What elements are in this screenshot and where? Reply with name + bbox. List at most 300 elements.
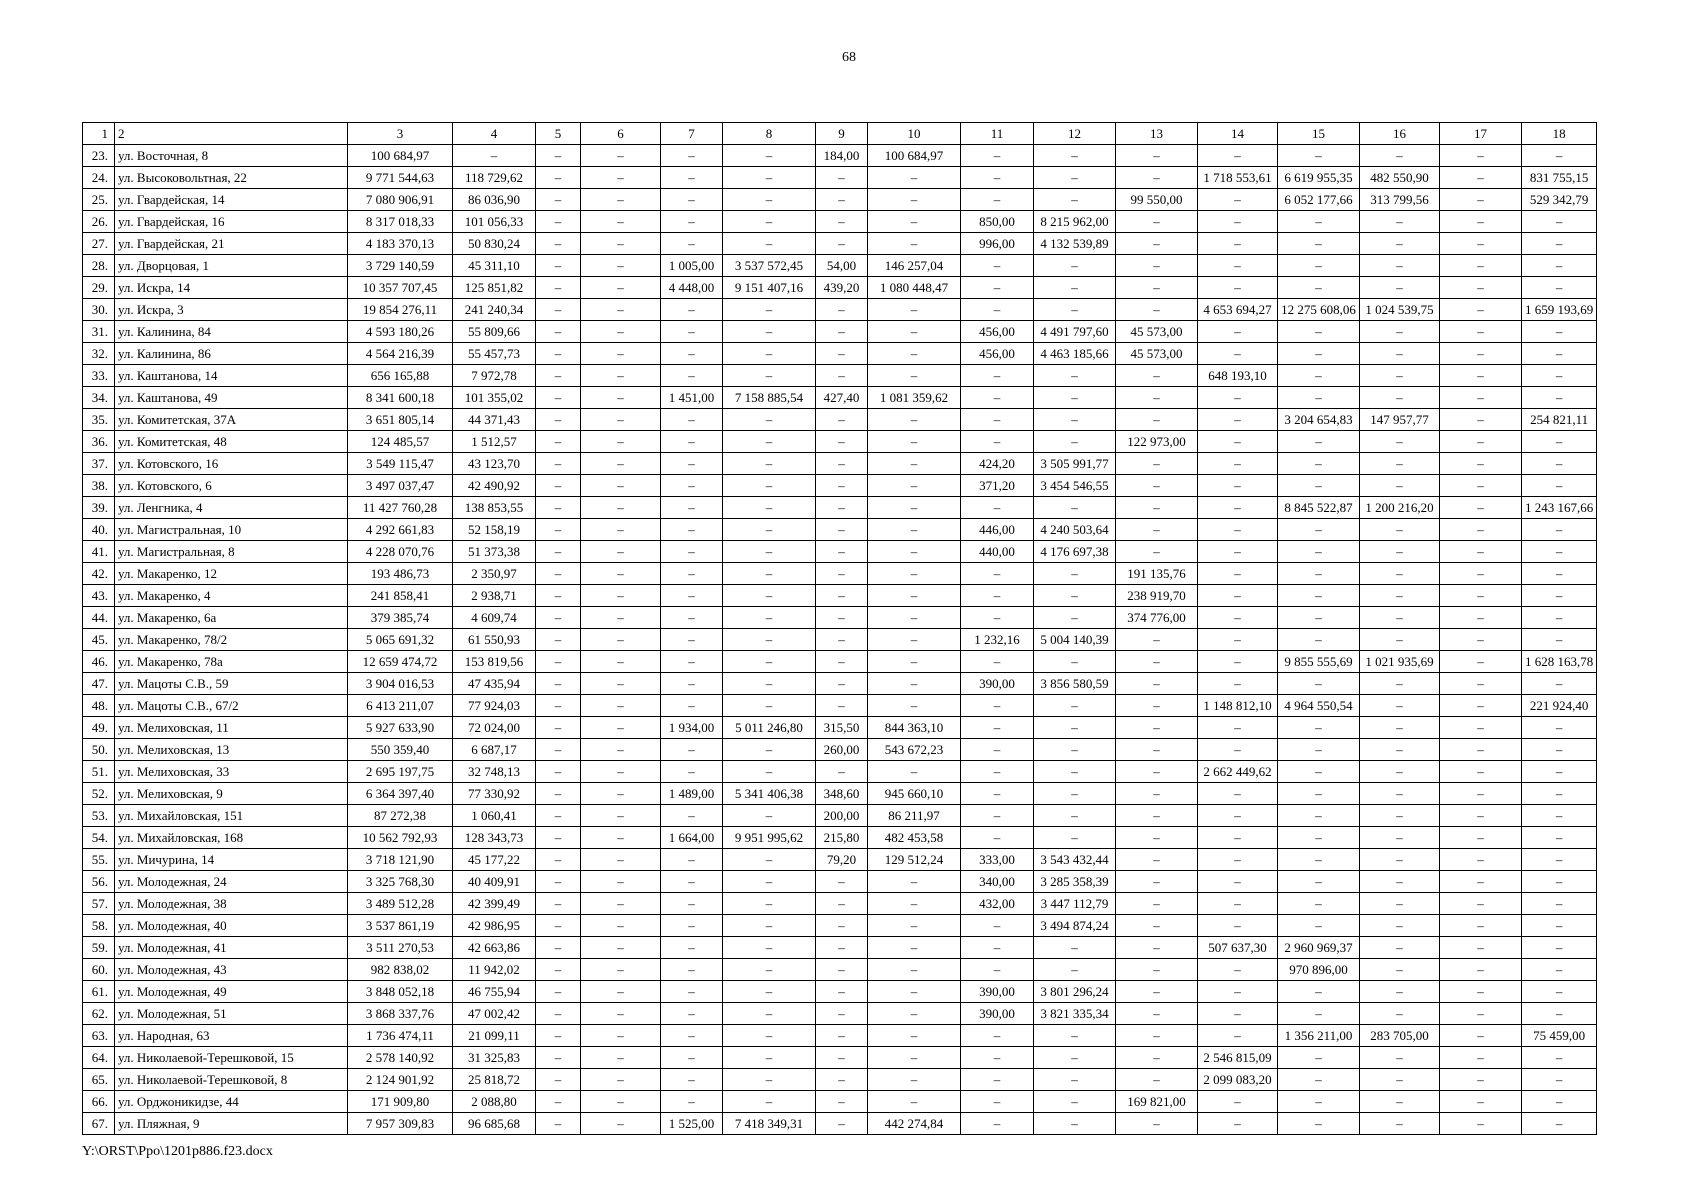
table-row <box>83 211 1597 233</box>
table-cell: 10 562 792,93 <box>348 827 453 849</box>
table-cell: – <box>1440 431 1522 453</box>
table-cell: ул. Макаренко, 4 <box>115 585 348 607</box>
table-cell: – <box>723 1025 816 1047</box>
table-cell: – <box>1440 783 1522 805</box>
table-cell: – <box>1522 321 1597 343</box>
table-cell: – <box>536 233 581 255</box>
table-cell: ул. Молодежная, 49 <box>115 981 348 1003</box>
table-cell: 12 659 474,72 <box>348 651 453 673</box>
table-cell: – <box>1034 805 1116 827</box>
table-cell: ул. Гвардейская, 14 <box>115 189 348 211</box>
table-cell: – <box>661 321 723 343</box>
table-cell: 2 088,80 <box>453 1091 536 1113</box>
table-cell: – <box>581 519 661 541</box>
table-cell: – <box>1360 475 1440 497</box>
table-cell: 21 099,11 <box>453 1025 536 1047</box>
table-cell: 456,00 <box>961 321 1034 343</box>
table-cell: – <box>1522 893 1597 915</box>
table-cell: – <box>816 959 868 981</box>
table-cell: – <box>1034 959 1116 981</box>
table-cell: – <box>868 453 961 475</box>
table-row <box>83 409 1597 431</box>
table-cell: – <box>816 1003 868 1025</box>
table-row <box>83 519 1597 541</box>
table-cell: – <box>723 453 816 475</box>
table-cell: – <box>1522 387 1597 409</box>
table-cell: – <box>1278 629 1360 651</box>
table-cell: 50 830,24 <box>453 233 536 255</box>
table-cell: 75 459,00 <box>1522 1025 1597 1047</box>
table-cell: – <box>816 893 868 915</box>
table-cell: – <box>1116 167 1198 189</box>
table-cell: 42 490,92 <box>453 475 536 497</box>
table-row <box>83 167 1597 189</box>
table-cell: – <box>1360 871 1440 893</box>
table-cell: 51. <box>83 761 115 783</box>
table-cell: – <box>661 1047 723 1069</box>
table-cell: – <box>536 651 581 673</box>
table-cell: – <box>1198 343 1278 365</box>
table-cell: 3 729 140,59 <box>348 255 453 277</box>
table-cell: 5 065 691,32 <box>348 629 453 651</box>
table-cell: – <box>1278 541 1360 563</box>
table-cell: 5 011 246,80 <box>723 717 816 739</box>
table-cell: – <box>816 981 868 1003</box>
table-cell: 66. <box>83 1091 115 1113</box>
table-cell: 146 257,04 <box>868 255 961 277</box>
table-cell: – <box>868 959 961 981</box>
table-cell: – <box>661 365 723 387</box>
table-cell: 482 550,90 <box>1360 167 1440 189</box>
table-cell: – <box>1198 453 1278 475</box>
table-cell: – <box>536 673 581 695</box>
table-cell: 45 311,10 <box>453 255 536 277</box>
table-cell: – <box>816 607 868 629</box>
table-cell: – <box>1116 299 1198 321</box>
table-cell: – <box>723 1091 816 1113</box>
table-cell: ул. Молодежная, 43 <box>115 959 348 981</box>
table-cell: ул. Пляжная, 9 <box>115 1113 348 1135</box>
table-cell: – <box>1278 805 1360 827</box>
table-cell: – <box>1522 519 1597 541</box>
table-cell: – <box>723 343 816 365</box>
table-cell: 138 853,55 <box>453 497 536 519</box>
table-cell: – <box>961 255 1034 277</box>
table-cell: – <box>1440 387 1522 409</box>
table-cell: – <box>816 431 868 453</box>
table-cell: – <box>1360 805 1440 827</box>
table-cell: – <box>1116 827 1198 849</box>
table-cell: ул. Гвардейская, 16 <box>115 211 348 233</box>
table-cell: – <box>661 189 723 211</box>
table-cell: – <box>581 871 661 893</box>
table-row <box>83 497 1597 519</box>
table-cell: – <box>1360 387 1440 409</box>
table-cell: 3 537 572,45 <box>723 255 816 277</box>
table-cell: – <box>816 585 868 607</box>
table-cell: – <box>1278 849 1360 871</box>
table-cell: – <box>961 959 1034 981</box>
table-cell: 2 546 815,09 <box>1198 1047 1278 1069</box>
table-cell: – <box>723 563 816 585</box>
table-cell: 390,00 <box>961 673 1034 695</box>
table-row <box>83 1091 1597 1113</box>
table-cell: – <box>1278 761 1360 783</box>
table-cell: – <box>536 871 581 893</box>
table-cell: – <box>1360 629 1440 651</box>
table-cell: 9 855 555,69 <box>1278 651 1360 673</box>
table-cell: 11 427 760,28 <box>348 497 453 519</box>
table-cell: ул. Магистральная, 10 <box>115 519 348 541</box>
table-cell: – <box>1440 761 1522 783</box>
table-cell: 371,20 <box>961 475 1034 497</box>
table-cell: – <box>1360 893 1440 915</box>
table-cell: 3 447 112,79 <box>1034 893 1116 915</box>
table-cell: – <box>661 651 723 673</box>
table-cell: – <box>661 849 723 871</box>
table-cell: – <box>723 519 816 541</box>
table-cell: – <box>536 541 581 563</box>
table-cell: – <box>1360 717 1440 739</box>
table-cell: 1 356 211,00 <box>1278 1025 1360 1047</box>
table-cell: – <box>1440 739 1522 761</box>
table-cell: ул. Мелиховская, 33 <box>115 761 348 783</box>
table-cell: ул. Котовского, 16 <box>115 453 348 475</box>
table-cell: – <box>581 167 661 189</box>
table-cell: – <box>1278 871 1360 893</box>
table-cell: – <box>1440 519 1522 541</box>
table-cell: – <box>868 695 961 717</box>
table-cell: – <box>581 255 661 277</box>
table-cell: – <box>816 189 868 211</box>
table-cell: – <box>816 299 868 321</box>
table-cell: – <box>536 695 581 717</box>
table-row <box>83 739 1597 761</box>
table-row <box>83 1113 1597 1135</box>
table-cell: – <box>1278 255 1360 277</box>
table-cell: – <box>816 761 868 783</box>
table-cell: – <box>536 497 581 519</box>
table-cell: – <box>1522 915 1597 937</box>
table-cell: – <box>961 585 1034 607</box>
table-cell: 432,00 <box>961 893 1034 915</box>
table-cell: – <box>536 805 581 827</box>
table-cell: – <box>961 1025 1034 1047</box>
table-cell: – <box>868 541 961 563</box>
table-cell: – <box>1522 827 1597 849</box>
table-row <box>83 607 1597 629</box>
column-number-cell: 7 <box>661 123 723 145</box>
table-cell: – <box>581 1003 661 1025</box>
column-number-cell: 17 <box>1440 123 1522 145</box>
table-cell: – <box>1522 255 1597 277</box>
table-cell: – <box>1198 981 1278 1003</box>
table-cell: – <box>581 585 661 607</box>
table-cell: – <box>868 167 961 189</box>
table-cell: – <box>868 563 961 585</box>
table-cell: – <box>1440 937 1522 959</box>
table-cell: – <box>1034 277 1116 299</box>
table-cell: 3 511 270,53 <box>348 937 453 959</box>
table-cell: – <box>868 211 961 233</box>
table-cell: 1 148 812,10 <box>1198 695 1278 717</box>
table-cell: – <box>723 607 816 629</box>
table-cell: – <box>1198 1113 1278 1135</box>
table-cell: – <box>581 453 661 475</box>
table-cell: – <box>661 629 723 651</box>
table-cell: 32 748,13 <box>453 761 536 783</box>
table-row <box>83 695 1597 717</box>
table-cell: 31. <box>83 321 115 343</box>
table-cell: – <box>816 695 868 717</box>
table-cell: – <box>1116 783 1198 805</box>
table-cell: – <box>536 1113 581 1135</box>
table-cell: – <box>581 145 661 167</box>
table-cell: – <box>661 937 723 959</box>
table-cell: 38. <box>83 475 115 497</box>
table-cell: – <box>868 1069 961 1091</box>
table-cell: – <box>1360 1003 1440 1025</box>
table-cell: – <box>581 1091 661 1113</box>
table-cell: 8 341 600,18 <box>348 387 453 409</box>
table-cell: ул. Михайловская, 151 <box>115 805 348 827</box>
table-cell: – <box>1278 1091 1360 1113</box>
table-cell: – <box>661 431 723 453</box>
table-cell: – <box>1116 849 1198 871</box>
table-cell: 55 809,66 <box>453 321 536 343</box>
table-cell: – <box>1278 981 1360 1003</box>
table-cell: – <box>1360 761 1440 783</box>
table-cell: – <box>1522 1091 1597 1113</box>
table-cell: ул. Калинина, 86 <box>115 343 348 365</box>
table-cell: – <box>1440 717 1522 739</box>
table-cell: 153 819,56 <box>453 651 536 673</box>
table-cell: – <box>1198 233 1278 255</box>
table-cell: 221 924,40 <box>1522 695 1597 717</box>
table-cell: – <box>1278 431 1360 453</box>
table-cell: – <box>1522 563 1597 585</box>
table-cell: – <box>961 365 1034 387</box>
table-cell: – <box>816 409 868 431</box>
table-cell: – <box>1522 849 1597 871</box>
table-cell: – <box>816 321 868 343</box>
table-cell: – <box>1198 849 1278 871</box>
table-row <box>83 981 1597 1003</box>
table-cell: – <box>723 959 816 981</box>
table-cell: 313 799,56 <box>1360 189 1440 211</box>
table-cell: 33. <box>83 365 115 387</box>
table-cell: 3 489 512,28 <box>348 893 453 915</box>
table-cell: – <box>1034 497 1116 519</box>
table-cell: – <box>1522 145 1597 167</box>
table-cell: – <box>581 673 661 695</box>
table-cell: – <box>1440 255 1522 277</box>
table-cell: – <box>1360 739 1440 761</box>
table-cell: 3 325 768,30 <box>348 871 453 893</box>
table-cell: – <box>1198 783 1278 805</box>
table-cell: – <box>1034 189 1116 211</box>
table-cell: – <box>868 761 961 783</box>
table-cell: – <box>1198 519 1278 541</box>
table-row <box>83 1003 1597 1025</box>
file-path-footer: Y:\ORST\Ppo\1201p886.f23.docx <box>82 1144 273 1159</box>
table-cell: – <box>581 739 661 761</box>
table-row <box>83 871 1597 893</box>
table-row <box>83 893 1597 915</box>
table-cell: 7 158 885,54 <box>723 387 816 409</box>
table-cell: – <box>1034 783 1116 805</box>
table-cell: – <box>536 365 581 387</box>
table-cell: 52 158,19 <box>453 519 536 541</box>
table-cell: 31 325,83 <box>453 1047 536 1069</box>
table-cell: – <box>1522 871 1597 893</box>
table-cell: 6 052 177,66 <box>1278 189 1360 211</box>
table-cell: 96 685,68 <box>453 1113 536 1135</box>
table-cell: – <box>1522 453 1597 475</box>
table-cell: ул. Макаренко, 6а <box>115 607 348 629</box>
table-cell: – <box>723 673 816 695</box>
table-cell: 42 663,86 <box>453 937 536 959</box>
table-cell: – <box>1522 1069 1597 1091</box>
table-cell: – <box>961 1047 1034 1069</box>
table-cell: 52. <box>83 783 115 805</box>
table-cell: – <box>723 233 816 255</box>
table-cell: 8 215 962,00 <box>1034 211 1116 233</box>
table-cell: – <box>1360 585 1440 607</box>
table-cell: 19 854 276,11 <box>348 299 453 321</box>
table-cell: 241 858,41 <box>348 585 453 607</box>
table-cell: – <box>1440 629 1522 651</box>
table-cell: – <box>1116 1025 1198 1047</box>
table-cell: 99 550,00 <box>1116 189 1198 211</box>
table-cell: – <box>816 937 868 959</box>
table-cell: 9 151 407,16 <box>723 277 816 299</box>
table-cell: – <box>1278 585 1360 607</box>
table-cell: – <box>536 1025 581 1047</box>
table-cell: – <box>1034 431 1116 453</box>
table-row <box>83 277 1597 299</box>
table-cell: 1 525,00 <box>661 1113 723 1135</box>
table-cell: – <box>1116 739 1198 761</box>
table-cell: – <box>1522 365 1597 387</box>
table-cell: 3 856 580,59 <box>1034 673 1116 695</box>
table-cell: 379 385,74 <box>348 607 453 629</box>
table-cell: 61. <box>83 981 115 1003</box>
table-cell: – <box>1116 1047 1198 1069</box>
table-cell: – <box>868 189 961 211</box>
table-cell: – <box>1440 673 1522 695</box>
table-cell: – <box>1198 1003 1278 1025</box>
table-cell: 191 135,76 <box>1116 563 1198 585</box>
table-cell: – <box>723 321 816 343</box>
data-table <box>82 122 1597 1135</box>
table-cell: – <box>661 299 723 321</box>
table-cell: – <box>1440 1003 1522 1025</box>
table-cell: – <box>1522 981 1597 1003</box>
table-cell: 47. <box>83 673 115 695</box>
table-cell: 254 821,11 <box>1522 409 1597 431</box>
table-cell: – <box>1440 1025 1522 1047</box>
table-cell: – <box>1440 827 1522 849</box>
table-cell: – <box>581 827 661 849</box>
table-cell: 45 177,22 <box>453 849 536 871</box>
table-cell: 122 973,00 <box>1116 431 1198 453</box>
table-cell: 50. <box>83 739 115 761</box>
table-cell: 45 573,00 <box>1116 343 1198 365</box>
table-cell: 11 942,02 <box>453 959 536 981</box>
table-cell: – <box>661 585 723 607</box>
table-cell: 43. <box>83 585 115 607</box>
table-cell: – <box>1116 365 1198 387</box>
table-cell: – <box>536 1003 581 1025</box>
table-cell: 54. <box>83 827 115 849</box>
table-cell: – <box>661 541 723 563</box>
table-cell: – <box>723 211 816 233</box>
table-cell: – <box>661 915 723 937</box>
table-cell: – <box>1278 717 1360 739</box>
table-cell: – <box>961 717 1034 739</box>
table-cell: – <box>1116 233 1198 255</box>
table-cell: – <box>1116 871 1198 893</box>
table-cell: 529 342,79 <box>1522 189 1597 211</box>
table-cell: – <box>581 783 661 805</box>
table-cell: – <box>961 387 1034 409</box>
table-cell: 241 240,34 <box>453 299 536 321</box>
table-cell: 850,00 <box>961 211 1034 233</box>
table-cell: 507 637,30 <box>1198 937 1278 959</box>
table-cell: – <box>816 211 868 233</box>
table-cell: – <box>536 563 581 585</box>
page-number: 68 <box>842 50 856 65</box>
table-cell: – <box>1360 519 1440 541</box>
table-cell: – <box>1440 695 1522 717</box>
table-cell: – <box>868 893 961 915</box>
table-cell: – <box>1440 299 1522 321</box>
table-cell: 4 609,74 <box>453 607 536 629</box>
table-cell: ул. Магистральная, 8 <box>115 541 348 563</box>
table-cell: – <box>1440 409 1522 431</box>
table-cell: – <box>581 211 661 233</box>
table-cell: ул. Мацоты С.В., 59 <box>115 673 348 695</box>
table-cell: 427,40 <box>816 387 868 409</box>
table-cell: 3 801 296,24 <box>1034 981 1116 1003</box>
table-cell: 147 957,77 <box>1360 409 1440 431</box>
table-cell: – <box>581 651 661 673</box>
table-cell: 58. <box>83 915 115 937</box>
table-cell: – <box>581 387 661 409</box>
table-cell: – <box>1278 915 1360 937</box>
table-cell: – <box>1034 1025 1116 1047</box>
table-cell: – <box>1116 717 1198 739</box>
table-cell: – <box>1116 519 1198 541</box>
table-cell: – <box>816 1113 868 1135</box>
table-cell: – <box>536 959 581 981</box>
table-cell: – <box>868 1047 961 1069</box>
table-cell: 42 986,95 <box>453 915 536 937</box>
table-cell: 79,20 <box>816 849 868 871</box>
table-cell: – <box>1522 277 1597 299</box>
table-cell: ул. Ленгника, 4 <box>115 497 348 519</box>
column-number-cell: 11 <box>961 123 1034 145</box>
table-cell: 1 080 448,47 <box>868 277 961 299</box>
table-cell: – <box>1198 277 1278 299</box>
table-row <box>83 387 1597 409</box>
table-cell: 970 896,00 <box>1278 959 1360 981</box>
table-cell: – <box>1278 739 1360 761</box>
table-cell: – <box>1198 651 1278 673</box>
table-row <box>83 1069 1597 1091</box>
table-cell: 100 684,97 <box>868 145 961 167</box>
